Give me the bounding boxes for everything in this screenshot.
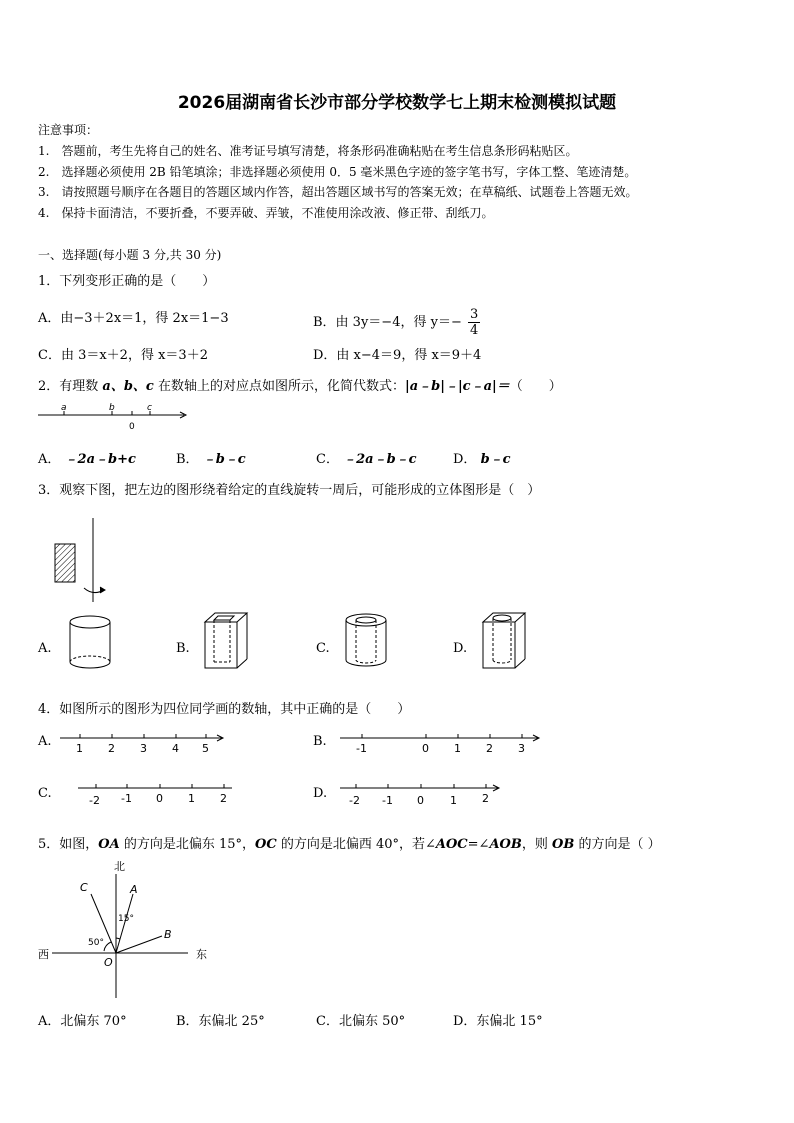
q2-stem-end: （ ）: [509, 379, 562, 394]
q4-option-d[interactable]: D.: [313, 786, 328, 801]
q4-a-tick-4: 4: [172, 742, 179, 755]
exam-title: 2026届湖南省长沙市部分学校数学七上期末检测模拟试题: [177, 93, 617, 113]
q5-stem-ob: OB: [552, 837, 575, 852]
notice-item-3: 3. 请按照题号顺序在各题目的答题区域内作答，超出答题区域书写的答案无效；在草稿纸、试题卷上答题无效。: [38, 185, 638, 199]
q4-b-tick-2: 0: [422, 742, 429, 755]
q4-c-tick-4: 1: [188, 792, 195, 805]
q3-box-with-round-hole-figure: [478, 608, 530, 672]
q4-d-tick-1: -2: [349, 794, 360, 807]
q4-option-b[interactable]: B.: [313, 734, 327, 749]
q5-stem-pre: 5．如图，: [38, 837, 99, 852]
q5-stem-b: 的方向是北偏西 40°，若∠: [276, 837, 436, 852]
q4-a-tick-5: 5: [202, 742, 209, 755]
q4-option-c[interactable]: C.: [38, 786, 52, 801]
q2-stem-vars: a、b、c: [102, 379, 154, 394]
notice-item-1: 1. 答题前，考生先将自己的姓名、准考证号填写清楚，将条形码准确粘贴在考生信息条形码粘贴区。: [38, 144, 578, 158]
q5-stem-d: 的方向是（ ）: [574, 837, 661, 852]
q1-option-b-text: B．由 3y＝−4，得 y＝−: [313, 315, 462, 330]
q1-option-c[interactable]: C．由 3＝x＋2，得 x＝3＋2: [38, 348, 208, 363]
q5-option-c[interactable]: C．北偏东 50°: [316, 1014, 406, 1029]
q2-option-a[interactable]: [38, 448, 136, 467]
q1-option-a[interactable]: A．由−3＋2x＝1，得 2x＝1−3: [38, 311, 229, 326]
q2-option-c-letter: C．: [316, 452, 339, 467]
q2-option-c[interactable]: [316, 448, 417, 467]
q5-option-a[interactable]: A．北偏东 70°: [38, 1014, 127, 1029]
q5-label-west: 西: [38, 948, 49, 961]
q1-fraction: [468, 307, 480, 338]
q4-option-a[interactable]: A.: [38, 734, 52, 749]
q4-c-number-line: [76, 778, 236, 810]
q4-a-number-line: [58, 730, 228, 758]
q2-option-b[interactable]: [176, 448, 246, 467]
notice-item-2: 2. 选择题必须使用 2B 铅笔填涂；非选择题必须使用 0．5 毫米黑色字迹的签字笔书写，字体工整、笔迹清楚。: [38, 165, 637, 179]
q3-option-a[interactable]: A.: [38, 641, 52, 656]
q2-option-b-text: ﹣b﹣c: [202, 452, 246, 467]
q2-label-a: a: [61, 403, 67, 413]
q4-d-tick-5: 2: [482, 792, 489, 805]
q3-box-with-square-hole-figure: [200, 608, 252, 672]
q4-b-tick-5: 3: [518, 742, 525, 755]
q5-label-east: 东: [196, 948, 207, 961]
q4-d-tick-4: 1: [450, 794, 457, 807]
q3-cylinder-figure: [64, 612, 116, 672]
q5-option-d[interactable]: D．东偏北 15°: [453, 1014, 543, 1029]
q4-d-tick-2: -1: [382, 794, 393, 807]
q4-a-tick-2: 2: [108, 742, 115, 755]
q4-c-tick-2: -1: [121, 792, 132, 805]
q1-fraction-num: 3: [469, 307, 479, 322]
q3-option-b[interactable]: B.: [176, 641, 190, 656]
q4-stem: 4．如图所示的图形为四位同学画的数轴，其中正确的是（ ）: [38, 702, 411, 717]
q4-c-tick-5: 2: [220, 792, 227, 805]
q5-label-a: A: [130, 883, 138, 896]
q3-option-c[interactable]: C.: [316, 641, 330, 656]
q4-a-tick-3: 3: [140, 742, 147, 755]
q2-stem-pre: 2．有理数: [38, 379, 103, 394]
q2-stem-mid: 在数轴上的对应点如图所示，化简代数式：: [153, 379, 405, 394]
q3-stem: 3．观察下图，把左边的图形绕着给定的直线旋转一周后，可能形成的立体图形是（ ）: [38, 483, 541, 498]
q2-label-c: c: [147, 403, 152, 413]
q2-option-d-letter: D．: [453, 452, 477, 467]
q4-a-tick-1: 1: [76, 742, 83, 755]
q4-b-tick-1: -1: [356, 742, 367, 755]
q2-stem-expr: |a﹣b|﹣|c﹣a|＝: [404, 379, 510, 394]
q4-c-tick-1: -2: [89, 794, 100, 807]
q5-compass-figure: [36, 856, 216, 1002]
q2-option-a-letter: A．: [38, 452, 61, 467]
q4-d-tick-3: 0: [417, 794, 424, 807]
q1-option-d[interactable]: D．由 x−4＝9，得 x＝9＋4: [313, 348, 482, 363]
q5-stem-aoc: AOC: [435, 837, 468, 852]
q4-b-tick-4: 2: [486, 742, 493, 755]
q5-stem-c: ，则: [521, 837, 552, 852]
q1-stem: 1．下列变形正确的是（ ）: [38, 274, 216, 289]
q5-stem-aob: AOB: [489, 837, 522, 852]
q5-stem-oa: OA: [98, 837, 120, 852]
q5-label-50deg: 50°: [88, 938, 104, 948]
q5-stem-a: 的方向是北偏东 15°，: [119, 837, 256, 852]
q2-label-b: b: [109, 403, 115, 413]
q2-option-d[interactable]: [453, 448, 511, 467]
q5-stem: [38, 833, 661, 852]
q1-fraction-den: 4: [469, 323, 479, 338]
q3-hatched-rectangle: [55, 544, 75, 582]
q4-d-number-line: [338, 780, 506, 810]
q2-option-c-text: ﹣2a﹣b﹣c: [343, 452, 417, 467]
q5-label-c: C: [80, 881, 88, 894]
q5-label-o: O: [104, 956, 113, 969]
q2-option-d-text: b﹣c: [480, 452, 511, 467]
q5-stem-oc: OC: [255, 837, 277, 852]
q5-option-b[interactable]: B．东偏北 25°: [176, 1014, 265, 1029]
q3-rotation-figure: [48, 516, 118, 606]
q5-label-15deg: 15°: [118, 914, 134, 924]
q2-stem: [38, 375, 562, 394]
q4-b-tick-3: 1: [454, 742, 461, 755]
section-heading: 一、选择题(每小题 3 分,共 30 分): [38, 248, 222, 262]
q2-label-zero: 0: [129, 422, 135, 432]
q2-option-a-text: ﹣2a﹣b+c: [64, 452, 136, 467]
q5-stem-eq: =∠: [467, 837, 490, 852]
notice-item-4: 4. 保持卡面清洁，不要折叠，不要弄破、弄皱，不准使用涂改液、修正带、刮纸刀。: [38, 206, 494, 220]
q5-label-b: B: [164, 928, 172, 941]
q3-option-d[interactable]: D.: [453, 641, 468, 656]
q5-label-north: 北: [114, 860, 125, 873]
q3-hollow-cylinder-figure: [340, 610, 392, 672]
q4-c-tick-3: 0: [156, 792, 163, 805]
q2-option-b-letter: B．: [176, 452, 199, 467]
q4-b-number-line: [338, 730, 544, 758]
q1-option-b[interactable]: [313, 307, 480, 338]
q5-ray-ob: [116, 936, 162, 953]
notice-heading: 注意事项：: [38, 123, 99, 137]
q2-number-line: [36, 400, 196, 434]
